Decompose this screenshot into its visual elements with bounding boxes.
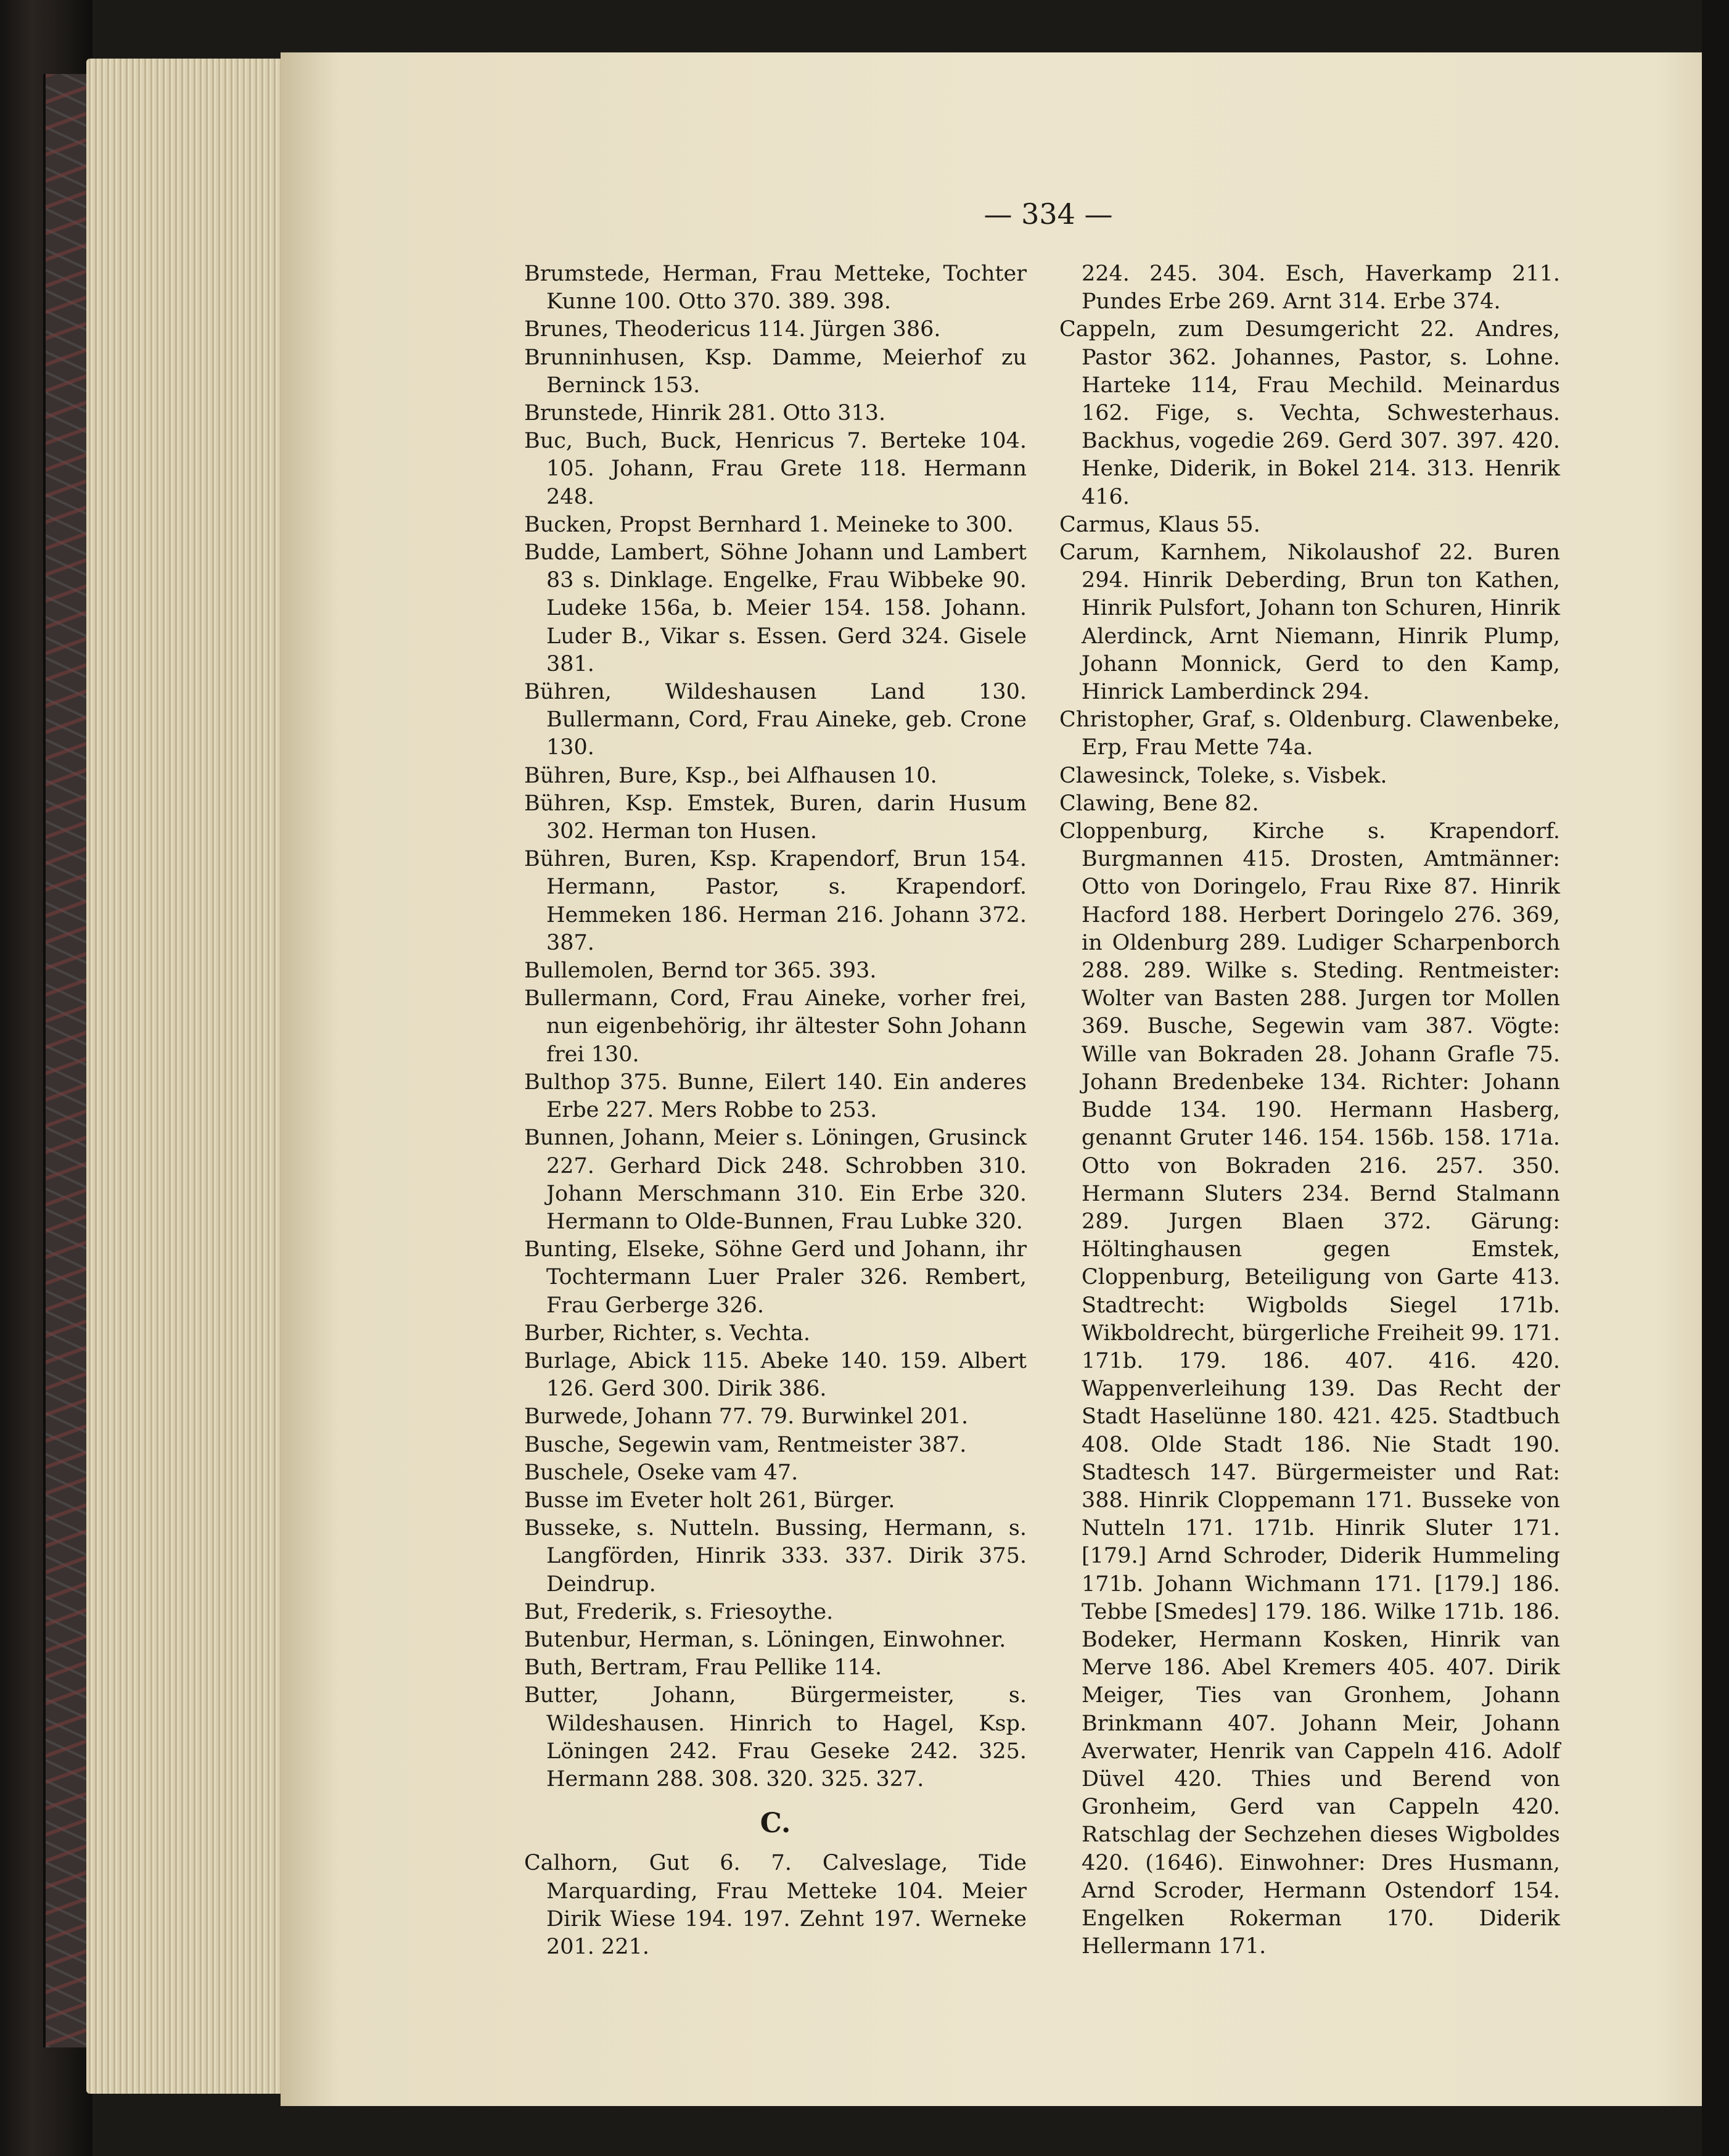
left-column — [524, 260, 1027, 1961]
index-entry: Brumstede, Herman, Frau Metteke, Tochter Kunne 100. Otto 370. 389. 398. — [524, 261, 1027, 315]
index-entry: Butter, Johann, Bürgermeister, s. Wildeshausen. Hinrich to Hagel, Ksp. Löningen 242. Frau Geseke 242. 325. Hermann 288. 308. 320. 325. 327. — [524, 1683, 1027, 1792]
index-entry: Burwede, Johann 77. 79. Burwinkel 201. — [524, 1404, 969, 1430]
index-entry: Bucken, Propst Bernhard 1. Meineke to 300. — [524, 512, 1014, 537]
index-entry: Carum, Karnhem, Nikolaushof 22. Buren 294. Hinrik Deberding, Brun ton Kathen, Hinrik Pulsfort, Johann ton Schuren, Hinrik Alerdinck, Arnt Niemann, Hinrik Plump, Johann Monnick, Gerd to den Kamp, Hinrick Lamberdinck 294. — [1059, 540, 1560, 705]
index-entry: Bühren, Buren, Ksp. Krapendorf, Brun 154. Hermann, Pastor, s. Krapendorf. Hemmeken 186. Herman 216. Johann 372. 387. — [524, 847, 1027, 955]
index-entry: Carmus, Klaus 55. — [1059, 512, 1260, 537]
index-entry: Brunes, Theodericus 114. Jürgen 386. — [524, 317, 941, 342]
index-entry: Bühren, Wildeshausen Land 130. Bullermann, Cord, Frau Aineke, geb. Crone 130. — [524, 680, 1027, 760]
index-entry: Buc, Buch, Buck, Henricus 7. Berteke 104. 105. Johann, Frau Grete 118. Hermann 248. — [524, 429, 1027, 509]
section-heading: C. — [760, 1808, 791, 1840]
index-entry: Bulthop 375. Bunne, Eilert 140. Ein anderes Erbe 227. Mers Robbe to 253. — [524, 1069, 1027, 1123]
index-entry: Busse im Eveter holt 261, Bürger. — [524, 1487, 895, 1513]
index-entry: Cloppenburg, Kirche s. Krapendorf. Burgmannen 415. Drosten, Amtmänner: Otto von Doringelo, Frau Rixe 87. Hinrik Hacford 188. Herbert Doringelo 276. 369, in Oldenburg 289. Ludiger Scharpenborch 288. 289. Wilke s. Steding. Rentmeister: Wolter van Basten 288. Jurgen tor Mollen 369. Busche, Segewin vam 387. Vögte: Wille van Bokraden 28. Johann Grafle 75. Johann Bredenbeke 134. Richter: Johann Budde 134. 190. Hermann Hasberg, genannt Gruter 146. 154. 156b. 158. 171a. Otto von Bokraden 216. 257. 350. Hermann Sluters 234. Bernd Stalmann 289. Jurgen Blaen 372. Gärung: Höltinghausen gegen Emstek, Cloppenburg, Beteiligung von Garte 413. Stadtrecht: Wigbolds Siegel 171b. Wikboldrecht, bürgerliche Freiheit 99. 171. 171b. 179. 186. 407. 416. 420. Wappenverleihung 139. Das Recht der Stadt Haselünne 180. 421. 425. Stadtbuch 408. Olde Stadt 186. Nie Stadt 190. Stadtesch 147. Bürgermeister und Rat: 388. Hinrik Cloppemann 171. Busseke von Nutteln 171. 171b. Hinrik Sluter 171. [179.] Arnd Schroder, Diderik Hummeling 171b. Johann Wichmann 171. [179.] 186. Tebbe [Smedes] 179. 186. Wilke 171b. 186. Bodeker, Hermann Kosken, Hinrik van Merve 186. Abel Kremers 405. 407. Dirik Meiger, Ties van Gronhem, Johann Brinkmann 407. Johann Meir, Johann Averwater, Henrik van Cappeln 416. Adolf Düvel 420. Thies und Berend von Gronheim, Gerd van Cappeln 420. Ratschlag der Sechzehen dieses Wigboldes 420. (1646). Einwohner: Dres Husmann, Arnd Scroder, Hermann Ostendorf 154. Engelken Rokerman 170. Diderik Hellermann 171. — [1059, 819, 1560, 1959]
index-entry: Busseke, s. Nutteln. Bussing, Hermann, s. Langförden, Hinrik 333. 337. Dirik 375. Deindrup. — [524, 1516, 1027, 1597]
index-entry: Buschele, Oseke vam 47. — [524, 1460, 799, 1485]
index-entry: Clawesinck, Toleke, s. Visbek. — [1059, 763, 1387, 788]
index-entry: Calhorn, Gut 6. 7. Calveslage, Tide Marquarding, Frau Metteke 104. Meier Dirik Wiese 194. 197. Zehnt 197. Werneke 201. 221. — [524, 1851, 1027, 1959]
index-entry: Bullermann, Cord, Frau Aineke, vorher frei, nun eigenbehörig, ihr ältester Sohn Johann frei 130. — [524, 986, 1027, 1067]
index-entry: Budde, Lambert, Söhne Johann und Lambert 83 s. Dinklage. Engelke, Frau Wibbeke 90. Ludeke 156a, b. Meier 154. 158. Johann. Luder B., Vikar s. Essen. Gerd 324. Gisele 381. — [524, 540, 1027, 677]
right-margin-shadow — [1702, 0, 1729, 2156]
index-entry: Bühren, Ksp. Emstek, Buren, darin Husum 302. Herman ton Husen. — [524, 791, 1027, 844]
page-number: — 334 — — [984, 197, 1113, 231]
index-entry-continued: 224. 245. 304. Esch, Haverkamp 211. Pundes Erbe 269. Arnt 314. Erbe 374. — [1082, 261, 1560, 315]
marbled-edge — [43, 74, 88, 2047]
index-entry: Bullemolen, Bernd tor 365. 393. — [524, 958, 877, 984]
index-entry: Christopher, Graf, s. Oldenburg. Clawenbeke, Erp, Frau Mette 74a. — [1059, 707, 1560, 760]
index-entry: But, Frederik, s. Friesoythe. — [524, 1599, 834, 1624]
index-entry: Burlage, Abick 115. Abeke 140. 159. Albert 126. Gerd 300. Dirik 386. — [524, 1348, 1027, 1402]
index-entry: Clawing, Bene 82. — [1059, 791, 1259, 816]
index-entry: Busche, Segewin vam, Rentmeister 387. — [524, 1432, 967, 1457]
index-entry: Bühren, Bure, Ksp., bei Alfhausen 10. — [524, 763, 937, 788]
index-entry: Bunting, Elseke, Söhne Gerd und Johann, ihr Tochtermann Luer Praler 326. Rembert, Frau Gerberge 326. — [524, 1237, 1027, 1318]
index-entry: Brunninhusen, Ksp. Damme, Meierhof zu Berninck 153. — [524, 345, 1027, 398]
index-entry: Bunnen, Johann, Meier s. Löningen, Grusinck 227. Gerhard Dick 248. Schrobben 310. Johann Merschmann 310. Ein Erbe 320. Hermann to Olde-Bunnen, Frau Lubke 320. — [524, 1125, 1027, 1234]
index-entry: Butenbur, Herman, s. Löningen, Einwohner. — [524, 1627, 1006, 1652]
index-entry: Burber, Richter, s. Vechta. — [524, 1320, 811, 1346]
right-column — [1059, 260, 1560, 1961]
index-entry: Buth, Bertram, Frau Pellike 114. — [524, 1655, 882, 1681]
index-entry: Cappeln, zum Desumgericht 22. Andres, Pastor 362. Johannes, Pastor, s. Lohne. Harteke 114, Frau Mechild. Meinardus 162. Fige, s. Vechta, Schwesterhaus. Backhus, vogedie 269. Gerd 307. 397. 420. Henke, Diderik, in Bokel 214. 313. Henrik 416. — [1059, 317, 1560, 509]
index-entry: Brunstede, Hinrik 281. Otto 313. — [524, 401, 886, 426]
page-edges — [86, 59, 284, 2094]
